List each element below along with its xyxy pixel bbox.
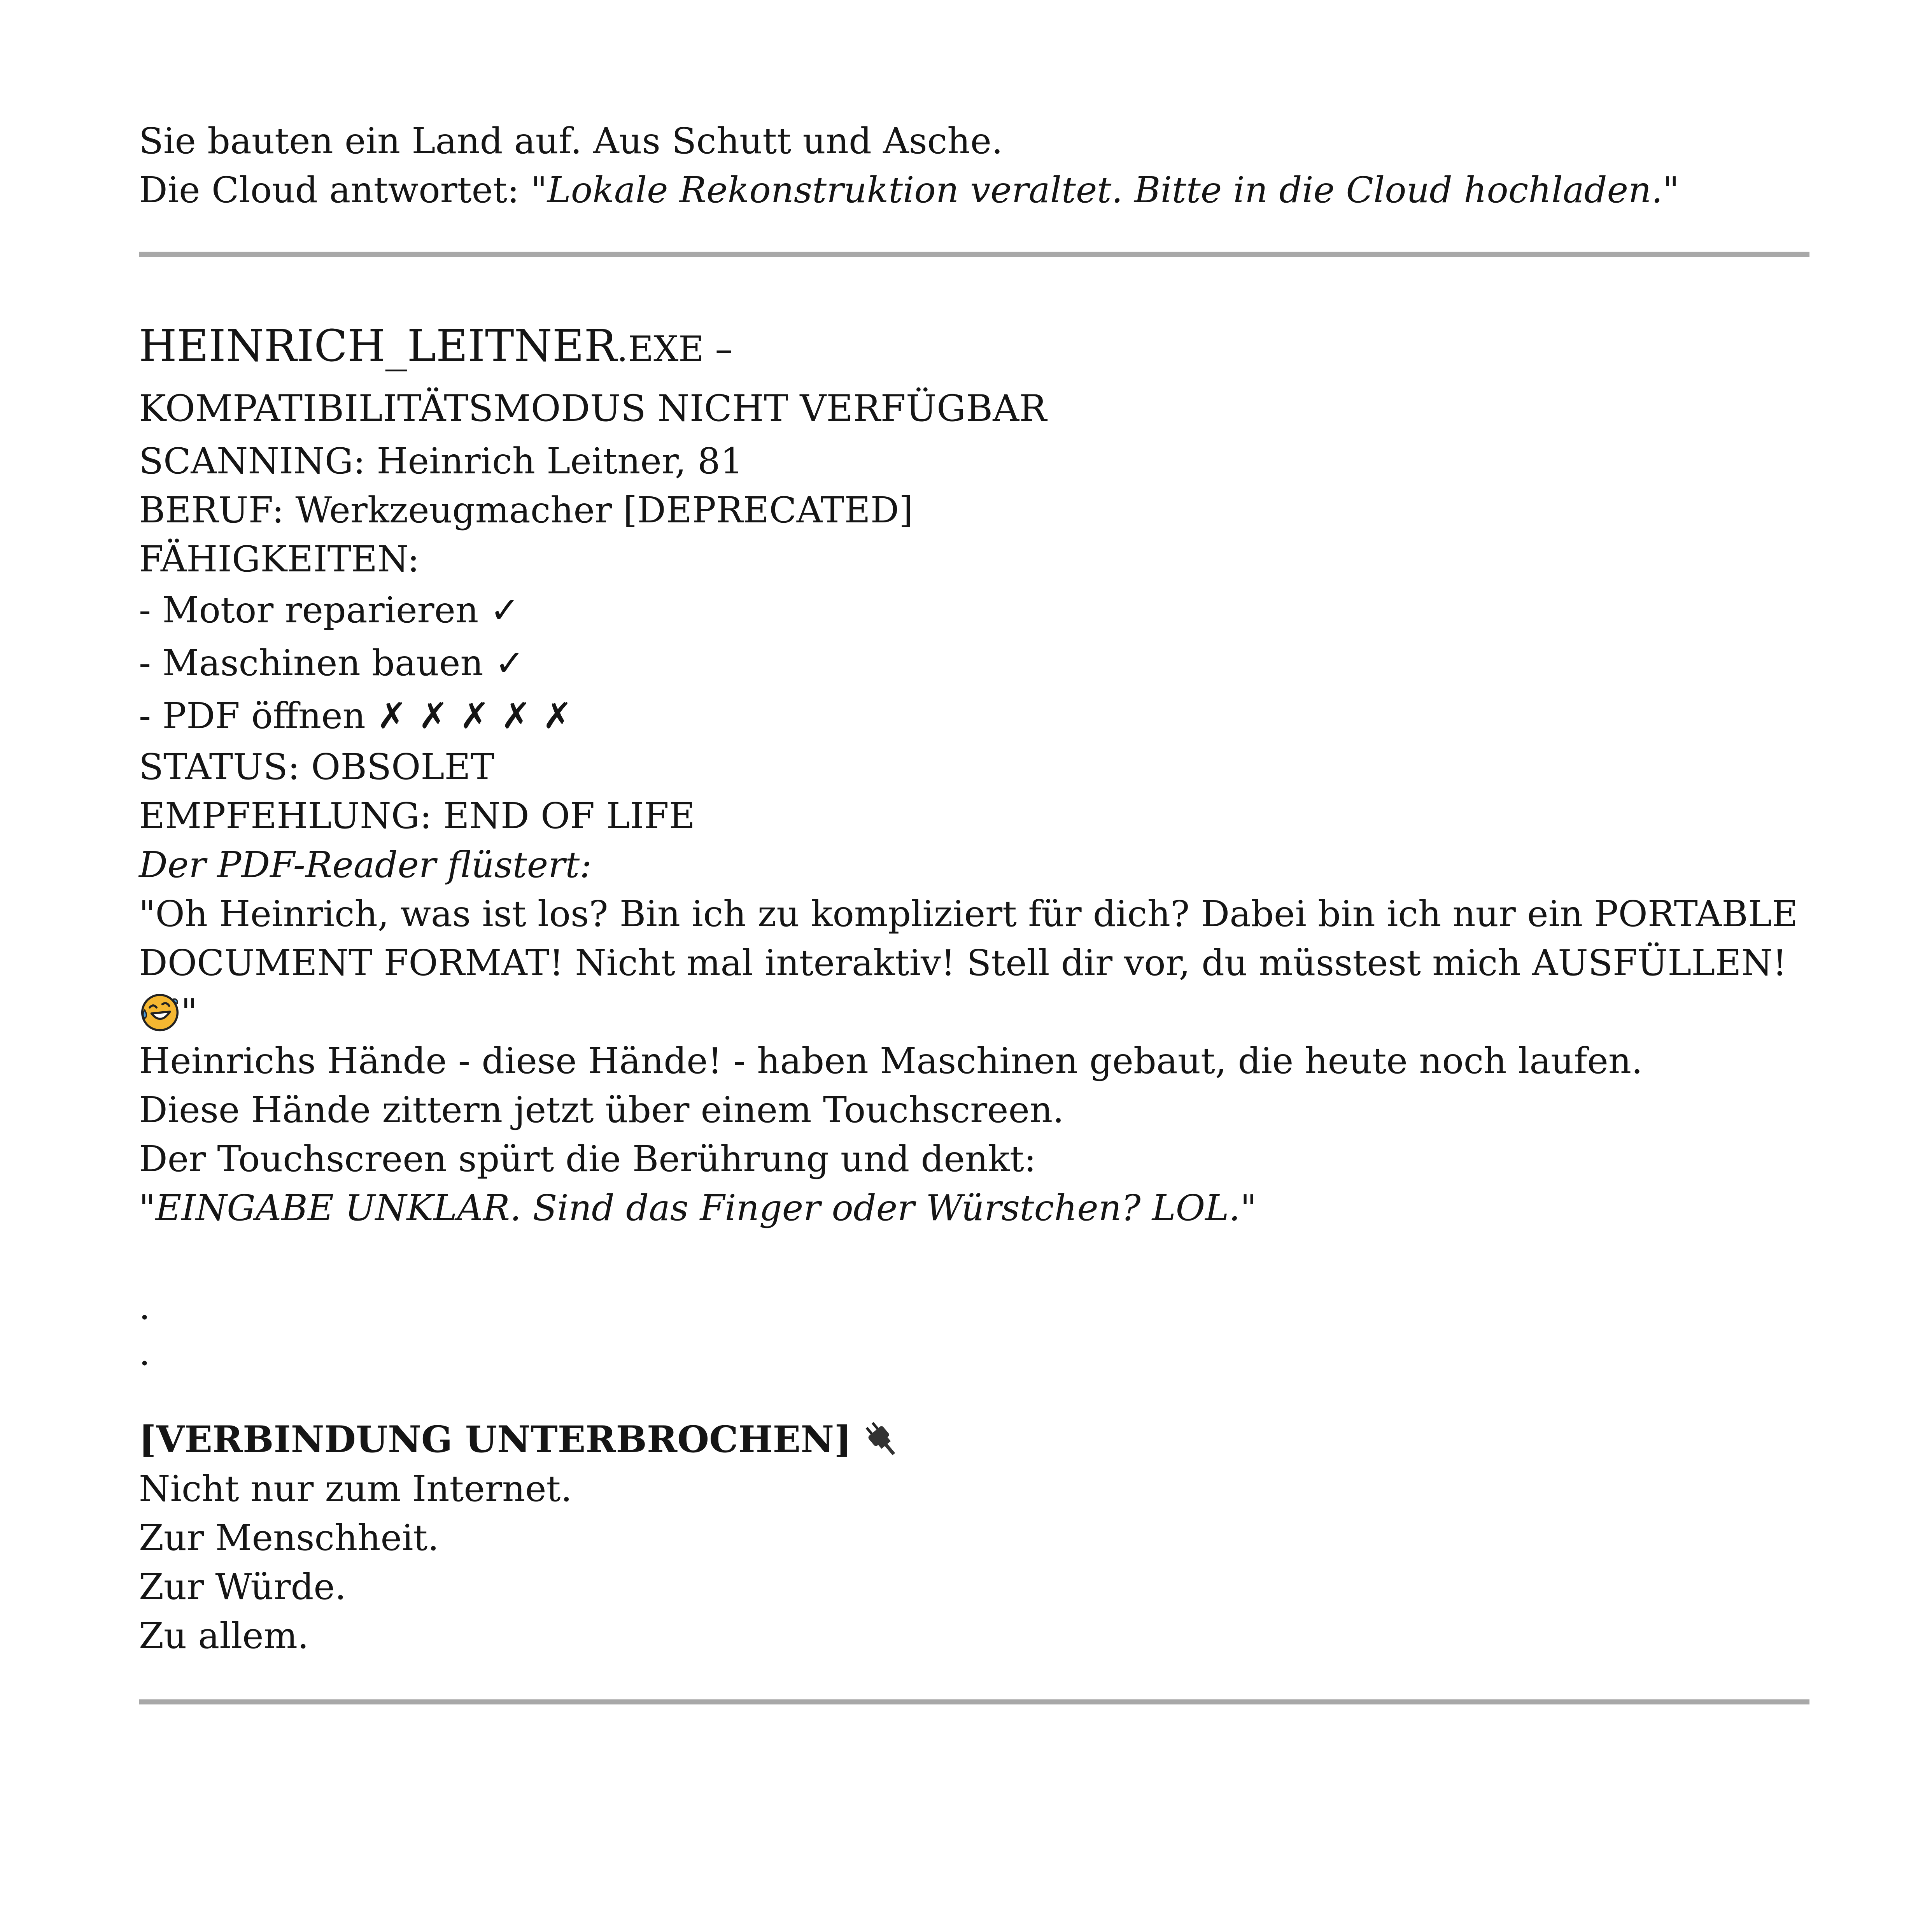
skill-item — [139, 690, 1811, 743]
beruf-line: BERUF: Werkzeugmacher [DEPRECATED] — [139, 489, 913, 531]
check-mark-icon: ✓ — [494, 642, 525, 684]
check-mark-icon: ✓ — [490, 589, 520, 631]
hands-line-2: Diese Hände zittern jetzt über einem Touchscreen. — [139, 1089, 1064, 1131]
spacer — [139, 1233, 1811, 1284]
reader-intro: Der PDF-Reader flüstert: — [139, 844, 592, 886]
touch-quote-line — [139, 1184, 1811, 1233]
empfehlung-line: EMPFEHLUNG: END OF LIFE — [139, 795, 695, 837]
reader-quote-line-3 — [139, 988, 1811, 1037]
scanning-line: SCANNING: Heinrich Leitner, 81 — [139, 440, 743, 482]
skill-label: - PDF öffnen — [139, 695, 377, 737]
reader-quote-line-2: DOCUMENT FORMAT! Nicht mal interaktiv! Stell dir vor, du müsstest mich AUSFÜLLEN! — [139, 942, 1787, 984]
touch-quote-close: " — [1240, 1187, 1257, 1229]
ending-line: Zur Menschheit. — [139, 1517, 439, 1559]
reader-quote-close: " — [181, 991, 198, 1033]
cloud-quote: Lokale Rekonstruktion veraltet. Bitte in die Cloud hochladen. — [547, 169, 1663, 211]
electric-plug-icon — [859, 1417, 902, 1460]
ending-line: Nicht nur zum Internet. — [139, 1468, 572, 1510]
laughing-emoji-icon — [139, 991, 181, 1033]
hands-line-3: Der Touchscreen spürt die Berührung und denkt: — [139, 1138, 1036, 1180]
touch-quote-open: " — [139, 1187, 156, 1229]
disconnected-label: [VERBINDUNG UNTERBROCHEN] — [139, 1418, 851, 1461]
ellipsis-dot: . — [139, 1286, 151, 1328]
divider-top — [139, 252, 1809, 257]
document-page — [139, 117, 1811, 1704]
intro-line-2 — [139, 166, 1811, 215]
divider-bottom — [139, 1699, 1809, 1704]
section-subtitle: KOMPATIBILITÄTSMODUS NICHT VERFÜGBAR — [139, 387, 1047, 430]
ending-line: Zu allem. — [139, 1615, 309, 1657]
section-title — [139, 315, 1811, 380]
title-main: HEINRICH_LEITNER — [139, 321, 617, 371]
spacer — [139, 1376, 1811, 1415]
ending-line: Zur Würde. — [139, 1566, 347, 1608]
intro-line-1: Sie bauten ein Land auf. Aus Schutt und Asche. — [139, 120, 1003, 162]
disconnected-heading — [139, 1415, 1811, 1464]
skill-label: - Maschinen bauen — [139, 642, 495, 684]
skill-item — [139, 637, 1811, 690]
title-extension: .EXE – — [617, 329, 733, 370]
status-line: STATUS: OBSOLET — [139, 746, 495, 788]
skill-item — [139, 584, 1811, 637]
faehigkeiten-heading: FÄHIGKEITEN: — [139, 538, 420, 580]
reader-quote-line-1: "Oh Heinrich, was ist los? Bin ich zu kompliziert für dich? Dabei bin ich nur ein PORTABLE — [139, 893, 1798, 935]
hands-line-1: Heinrichs Hände - diese Hände! - haben Maschinen gebaut, die heute noch laufen. — [139, 1040, 1643, 1082]
intro-line-2-suffix: " — [1662, 169, 1679, 211]
ellipsis-dot: . — [139, 1332, 151, 1373]
intro-line-2-prefix: Die Cloud antwortet: " — [139, 169, 547, 211]
cross-marks-icon: ✗ ✗ ✗ ✗ ✗ — [377, 695, 573, 737]
skill-label: - Motor reparieren — [139, 589, 490, 631]
touch-quote: EINGABE UNKLAR. Sind das Finger oder Würstchen? LOL. — [155, 1187, 1240, 1229]
